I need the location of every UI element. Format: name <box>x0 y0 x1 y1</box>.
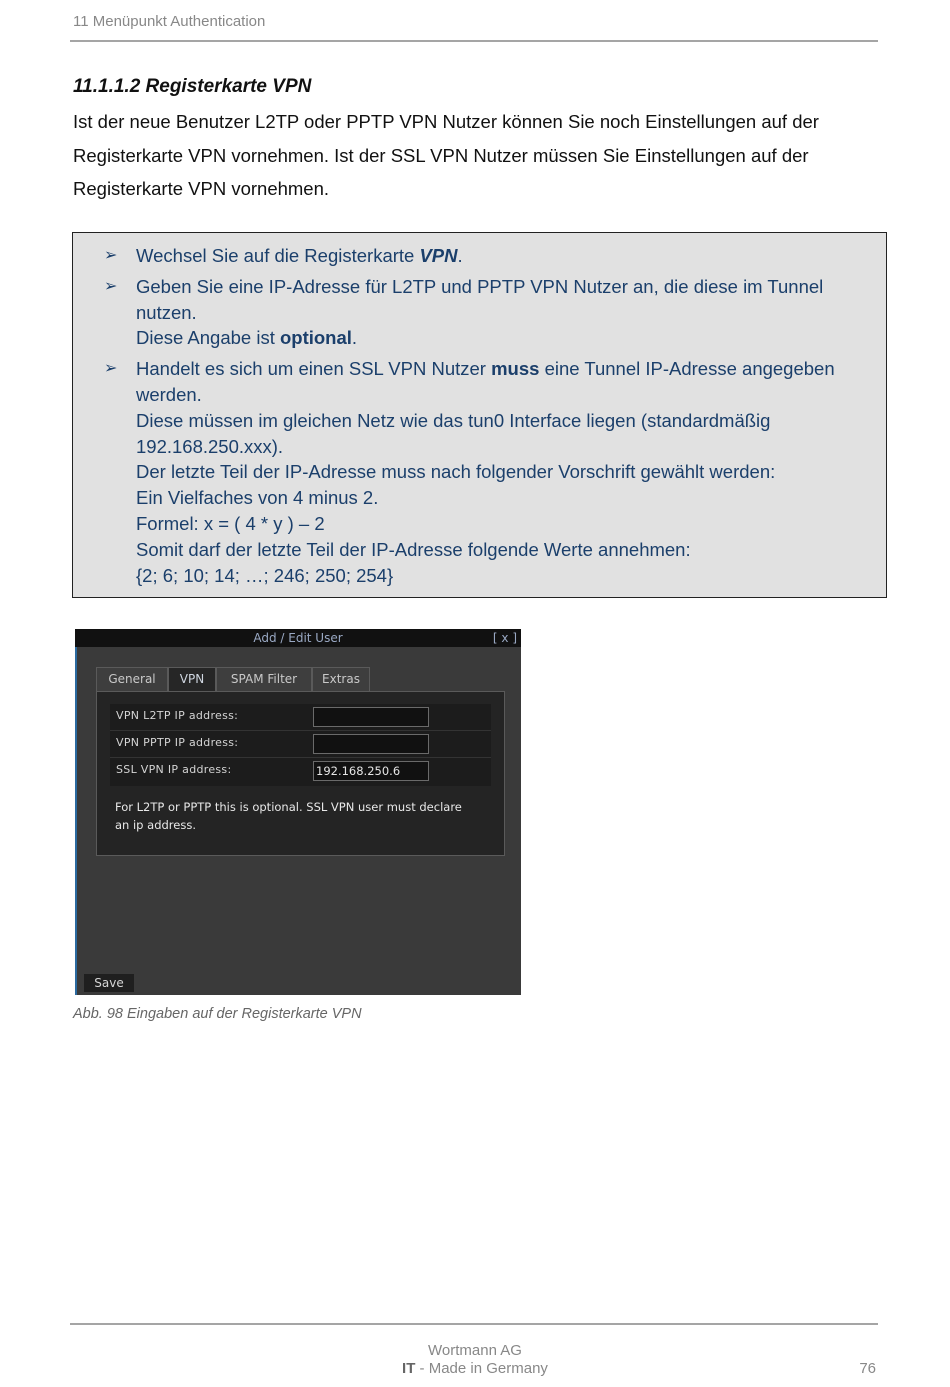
footer-divider <box>70 1323 878 1325</box>
step-line: werden. <box>136 383 202 405</box>
ssl-vpn-label: SSL VPN IP address: <box>116 763 232 776</box>
vpn-l2tp-ip-input[interactable] <box>313 707 429 727</box>
step-line: Somit darf der letzte Teil der IP-Adresse folgende Werte annehmen: <box>136 538 691 560</box>
intro-line: Registerkarte VPN vornehmen. <box>73 178 330 199</box>
step-line <box>136 356 876 382</box>
step-line: 192.168.250.xxx). <box>136 435 284 457</box>
vpn-note <box>115 798 495 834</box>
dialog-title: Add / Edit User <box>253 631 343 645</box>
instruction-step <box>73 274 886 351</box>
intro-paragraph <box>73 105 883 206</box>
dialog-titlebar <box>75 629 521 647</box>
close-button[interactable]: [ x ] <box>492 631 517 645</box>
instruction-step <box>73 243 886 269</box>
arrow-bullet-icon: ➢ <box>104 277 118 295</box>
ip-address-fields <box>110 704 491 786</box>
step-line: nutzen. <box>136 301 197 323</box>
step-line: {2; 6; 10; 14; …; 246; 250; 254} <box>136 564 394 586</box>
step-line: Formel: x = ( 4 * y ) – 2 <box>136 512 325 534</box>
intro-line: Ist der neue Benutzer L2TP oder PPTP VPN Nutzer können Sie noch Einstellungen auf der <box>73 111 819 132</box>
step-text: Wechsel Sie auf die Registerkarte <box>136 245 420 266</box>
add-edit-user-dialog <box>75 629 521 995</box>
step-text: . <box>351 327 358 349</box>
vpn-l2tp-label: VPN L2TP IP address: <box>116 709 239 722</box>
dialog-edge <box>75 647 77 995</box>
arrow-bullet-icon: ➢ <box>104 360 118 378</box>
tab-vpn[interactable]: VPN <box>168 667 216 691</box>
step-emphasis: VPN <box>419 245 458 266</box>
instruction-step <box>73 356 886 588</box>
instruction-box <box>72 232 887 598</box>
footer-tagline <box>0 1360 950 1377</box>
tab-extras[interactable]: Extras <box>312 667 370 691</box>
field-row <box>110 758 491 784</box>
note-line: an ip address. <box>115 818 196 832</box>
step-line: Ein Vielfaches von 4 minus 2. <box>136 487 379 509</box>
step-line: Diese müssen im gleichen Netz wie das tun0 Interface liegen (standardmäßig <box>136 409 771 431</box>
step-text: eine Tunnel IP-Adresse angegeben <box>539 358 835 380</box>
step-text: Diese Angabe ist <box>136 327 280 349</box>
step-line: Der letzte Teil der IP-Adresse muss nach folgender Vorschrift gewählt werden: <box>136 461 776 483</box>
tagline-bold: IT <box>402 1360 416 1377</box>
note-line: For L2TP or PPTP this is optional. SSL VPN user must declare <box>115 800 462 814</box>
tab-general[interactable]: General <box>96 667 168 691</box>
section-title: 11.1.1.2 Registerkarte VPN <box>73 76 312 97</box>
ssl-vpn-ip-input[interactable]: 192.168.250.6 <box>313 761 429 781</box>
tagline-text: - Made in Germany <box>415 1360 548 1377</box>
vpn-pptp-ip-input[interactable] <box>313 734 429 754</box>
figure-caption: Abb. 98 Eingaben auf der Registerkarte VPN <box>73 1006 362 1022</box>
field-row <box>110 704 491 731</box>
tab-spam-filter[interactable]: SPAM Filter <box>216 667 312 691</box>
chapter-header: 11 Menüpunkt Authentication <box>73 13 266 30</box>
step-line <box>136 325 876 351</box>
step-emphasis: optional <box>279 327 352 349</box>
arrow-bullet-icon: ➢ <box>104 247 118 264</box>
header-divider <box>70 40 878 42</box>
page-number: 76 <box>859 1360 876 1377</box>
intro-line: Registerkarte VPN vornehmen. Ist der SSL VPN Nutzer müssen Sie Einstellungen auf der <box>73 144 809 166</box>
vpn-panel <box>96 691 505 856</box>
step-text: . <box>457 245 463 266</box>
footer-company: Wortmann AG <box>428 1342 522 1359</box>
field-row <box>110 731 491 758</box>
step-text: Handelt es sich um einen SSL VPN Nutzer <box>136 358 492 380</box>
vpn-pptp-label: VPN PPTP IP address: <box>116 736 239 749</box>
step-line <box>136 243 876 269</box>
step-emphasis: muss <box>491 358 540 380</box>
save-button[interactable]: Save <box>84 974 134 992</box>
instruction-list <box>73 243 886 593</box>
step-line: Geben Sie eine IP-Adresse für L2TP und PPTP VPN Nutzer an, die diese im Tunnel <box>136 275 824 297</box>
